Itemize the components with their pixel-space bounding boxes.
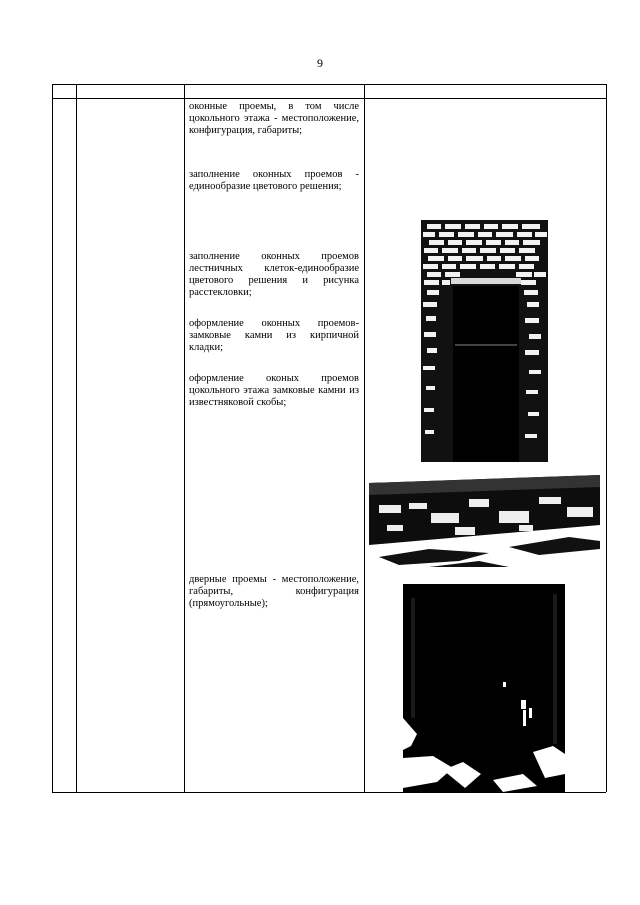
page-number: 9 <box>317 56 323 70</box>
row-text-windows: оконные проемы, в том числе цокольного этажа - местоположение, конфигурация, габариты; <box>189 101 359 136</box>
table-header-divider <box>52 98 606 99</box>
column-line-5 <box>606 84 607 792</box>
row-text-window-keystones: оформление оконных проемов-замковые камни из кирпичной кладки; <box>189 318 359 353</box>
column-line-3 <box>184 84 185 792</box>
column-line-2 <box>76 84 77 792</box>
door-photo <box>403 584 565 792</box>
table-top-border <box>52 84 606 85</box>
row-text-stair-windows: заполнение оконных проемов лестничных клеток-единообразие цветового решения и рисунка расстекловки; <box>189 251 359 298</box>
column-line-1 <box>52 84 53 792</box>
row-text-window-fill: заполнение оконных проемов - единообразие цветового решения; <box>189 169 359 192</box>
basement-window-photo <box>369 475 600 571</box>
window-brick-photo <box>421 220 548 462</box>
table-bottom-border <box>52 792 606 793</box>
column-line-4 <box>364 84 365 792</box>
row-text-doors: дверные проемы - местоположение, габариты, конфигурация (прямоугольные); <box>189 574 359 609</box>
row-text-basement-keystones: оформление оконых проемов цокольного этажа замковые камни из известняковой скобы; <box>189 373 359 408</box>
